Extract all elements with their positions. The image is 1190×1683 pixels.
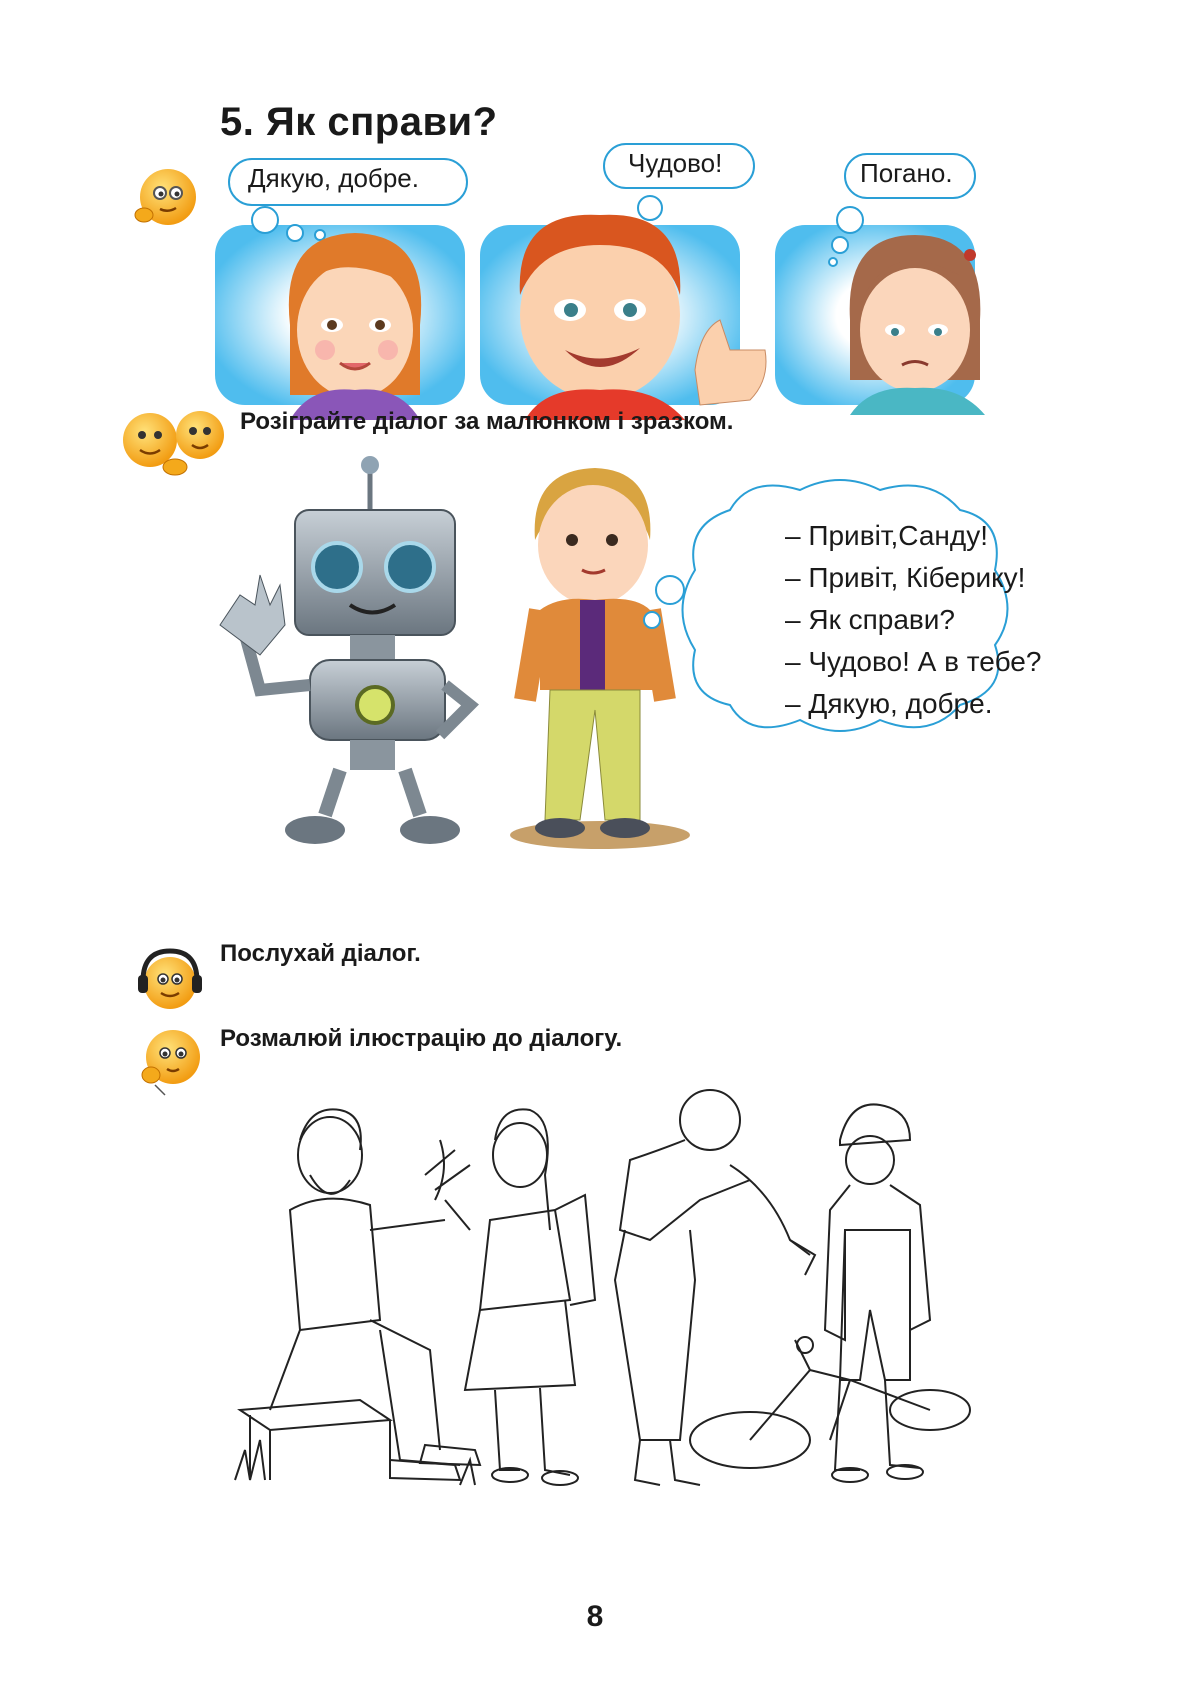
sad-girl-illustration	[840, 220, 990, 415]
bubble-text-great: Чудово!	[628, 148, 723, 178]
dialog-line: – Привіт,Санду!	[785, 520, 988, 551]
robot-illustration	[200, 455, 490, 850]
dialog-line: – Привіт, Кіберику!	[785, 562, 1026, 593]
roleplay-instruction: Розіграйте діалог за малюнком і зразком.	[240, 408, 734, 435]
dialog-line: – Дякую, добре.	[785, 688, 993, 719]
color-instruction: Розмалюй ілюстрацію до діалогу.	[220, 1025, 623, 1052]
dialog-text-block	[785, 515, 1041, 725]
headphones-emoji-icon	[135, 945, 205, 1015]
coloring-illustration	[230, 1080, 1080, 1520]
listen-instruction: Послухай діалог.	[220, 940, 421, 967]
girl-face-illustration	[270, 225, 440, 420]
bubble-text-bad: Погано.	[860, 158, 953, 188]
boy-thumbs-up-illustration	[485, 200, 775, 420]
lesson-title: 5. Як справи?	[220, 100, 498, 144]
speaking-emoji-icon	[135, 1025, 205, 1100]
dialog-line: – Чудово! А в тебе?	[785, 646, 1042, 677]
page-number: 8	[586, 1600, 604, 1633]
thinking-emoji-icon	[130, 165, 200, 235]
bubble-text-good: Дякую, добре.	[248, 163, 419, 193]
dialog-line: – Як справи?	[785, 604, 955, 635]
